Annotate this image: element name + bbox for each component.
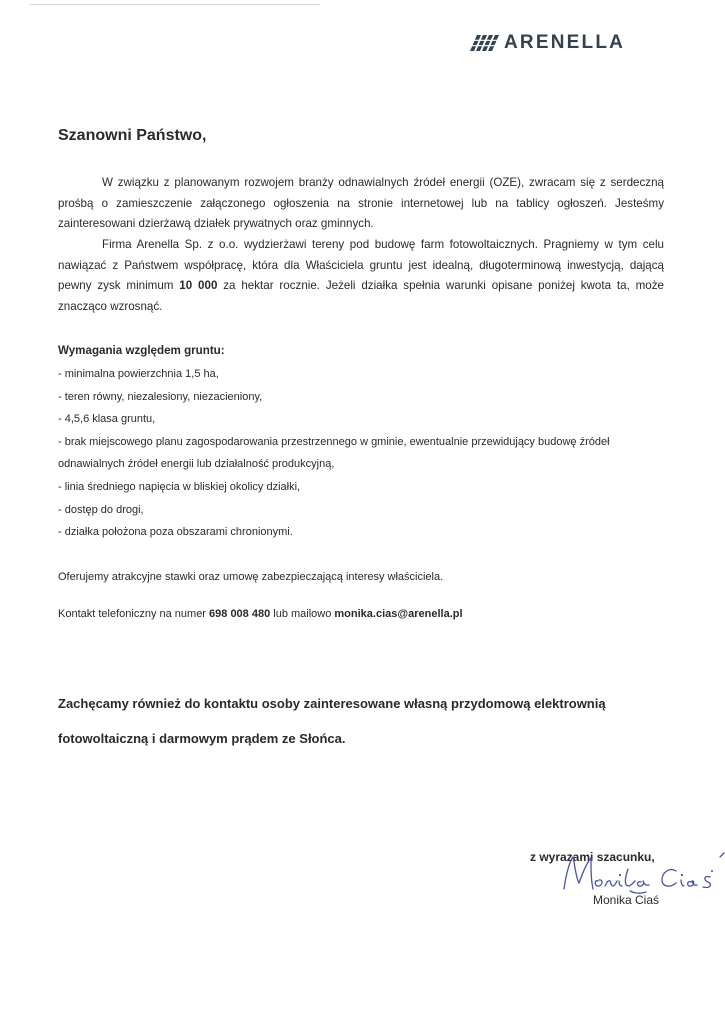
requirement-item: - teren równy, niezalesiony, niezacieniony, [58,390,263,403]
requirement-item: - dostęp do drogi, [58,503,144,516]
requirements-title: Wymagania względem gruntu: [58,344,225,357]
greeting: Szanowni Państwo, [58,127,207,144]
paragraph-offer-text-2: za hektar rocznie. Jeżeli działka spełnia warunki opisane poniżej kwota ta, może znacząco wzrosnąć. [58,279,664,313]
requirement-item: - brak miejscowego planu zagospodarowania przestrzennego w gminie, ewentualnie przewidujący budowę źródeł [58,435,610,448]
paragraph-offer [58,235,664,317]
solar-panel-stripes-icon [470,35,500,51]
offer-text: Oferujemy atrakcyjne stawki oraz umowę zabezpieczającą interesy właściciela. [58,571,444,583]
email-address: monika.cias@arenella.pl [334,608,463,620]
requirement-item: - minimalna powierzchnia 1,5 ha, [58,368,219,380]
requirement-item: - linia średniego napięcia w bliskiej okolicy działki, [58,480,301,493]
rent-amount: 10 000 [179,279,218,292]
brand-name: ARENELLA [504,32,626,53]
closing-appeal: Zachęcamy również do kontaktu osoby zainteresowane własną przydomową elektrownią fotowoltaiczną i darmowym prądem ze Słońca. [58,696,606,746]
contact-line [58,608,463,620]
signer-name: Monika Ciaś [593,893,660,907]
contact-middle: lub mailowo [270,608,335,620]
requirement-item: - działka położona poza obszarami chronionymi. [58,526,293,539]
requirements-list [58,363,658,544]
requirement-item: odnawialnych źródeł energii lub działalność produkcyjną, [58,458,335,471]
phone-number: 698 008 480 [209,608,271,620]
paragraph-intro: W związku z planowanym rozwojem branży odnawialnych źródeł energii (OZE), zwracam się z serdeczną prośbą o zamieszczenie załączonego ogłoszenia na stronie internetowej lub na tablicy ogłoszeń. Jesteśmy zainteresowani dzierżawą działek prywatnych oraz gminnych. [58,176,664,230]
paragraph-offer-text-1: Firma Arenella Sp. z o.o. wydzierżawi tereny pod budowę farm fotowoltaicznych. Pragniemy w tym celu nawiązać z Państwem współpracę, która dla Właściciela gruntu jest idealną, długoterminową inwestycją, dającą pewny zysk minimum [58,238,664,292]
regards: z wyrazami szacunku, [530,850,655,864]
scan-edge-line [30,4,320,5]
brand-logo [470,33,625,52]
contact-prefix: Kontakt telefoniczny na numer [58,608,210,620]
requirement-item: - 4,5,6 klasa gruntu, [58,413,156,426]
